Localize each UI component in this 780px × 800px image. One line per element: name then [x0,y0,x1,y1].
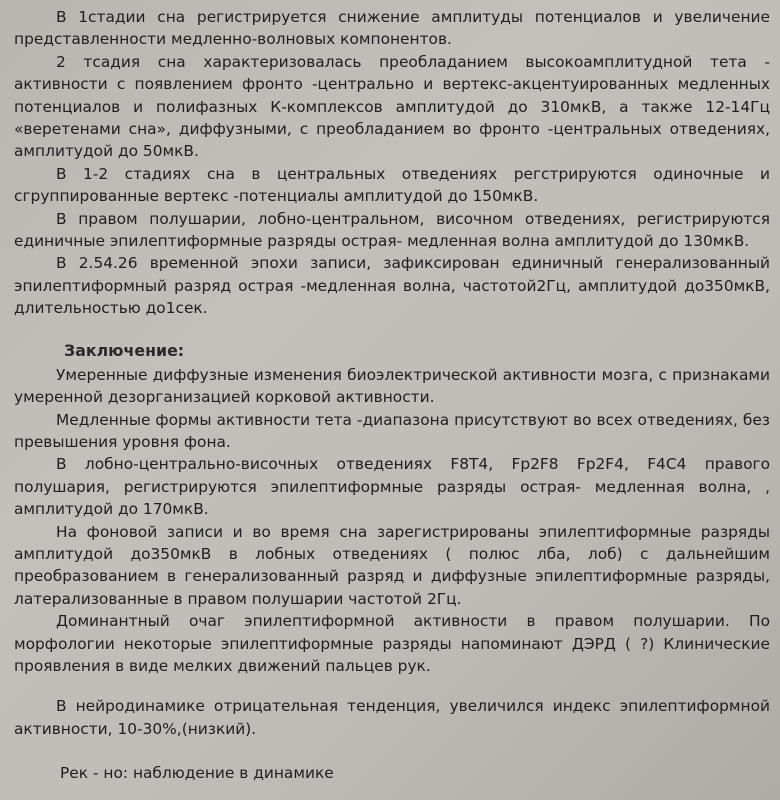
paragraph-text: Медленные формы активности тета -диапазона присутствуют во всех отведениях, без превышения уровня фона. [14,410,770,451]
conclusion-item [14,453,770,520]
conclusion-section [14,364,770,678]
paragraph-text: Доминантный очаг эпилептиформной активности в правом полушарии. По морфологии некоторые эпилептиформные разряды напоминают ДЭРД ( ?) Клинические проявления в виде мелких движений пальцев рук. [14,612,770,675]
eeg-findings [14,6,770,320]
paragraph-stage1 [14,6,770,51]
paragraph-text: В нейродинамике отрицательная тенденция, увеличился индекс эпилептиформной активности, 10-30%,(низкий). [14,697,770,738]
conclusion-item [14,409,770,454]
conclusion-item [14,521,770,611]
recommendation: Рек - но: наблюдение в динамике [60,764,334,782]
conclusion-item [14,364,770,409]
paragraph-text: В лобно-центрально-височных отведениях F8T4, Fp2F8 Fp2F4, F4C4 правого полушария, регистрируются эпилептиформные разряды острая- медленная волна, , амплитудой до 170мкВ. [14,455,770,519]
conclusion-item [14,610,770,677]
dynamics-text [14,695,770,740]
paragraph-text: В 1-2 стадиях сна в центральных отведениях регстрируются одиночные и сгруппированные вертекс -потенциалы амплитудой до 150мкВ. [14,164,770,206]
paragraph-text: Умеренные диффузные изменения биоэлектрической активности мозга, с признаками умеренной дезорганизацией корковой активности. [14,365,770,407]
spacer [14,320,770,340]
paragraph-text: В 2.54.26 временной эпохи записи, зафиксирован единичный генерализованный эпилептиформный разряд острая -медленная волна, частотой2Гц, амплитудой до350мкВ, длительностью до1сек. [14,254,770,318]
paragraph-text: На фоновой записи и во время сна зарегистрированы эпилептиформные разряды амплитудой до350мкВ в лобных отведениях ( полюс лба, лоб) с дальнейшим преобразованием в генерализованный разряд и диффузные эпилептиформные разряды, латерализованные в правом полушарии частотой 2Гц. [14,522,770,608]
paragraph-stage1-2 [14,163,770,208]
paragraph-text: 2 тсадия сна характеризовалась преобладанием высокоамплитудной тета - активности с появлением фронто -центрально и вертекс-акцентуированных медленных потенциалов и полифазных К-комплексов амплитудой до 310мкВ, а также 12-14Гц «веретенами сна», диффузными, с преобладанием во фронто -центральных отведениях, амплитудой до 50мкВ. [14,52,770,161]
paragraph-text: В 1стадии сна регистрируется снижение амплитуды потенциалов и увеличение представленности медленно-волновых компонентов. [14,8,770,49]
paragraph-text: В правом полушарии, лобно-центральном, височном отведениях, регистрируются единичные эпилептиформные разряды острая- медленная волна амплитудой до 130мкВ. [14,209,770,251]
paragraph-stage2 [14,51,770,163]
dynamics-section [14,695,770,740]
paragraph-right-hemisphere [14,208,770,253]
paragraph-epoch [14,252,770,319]
conclusion-heading: Заключение: [64,340,185,360]
